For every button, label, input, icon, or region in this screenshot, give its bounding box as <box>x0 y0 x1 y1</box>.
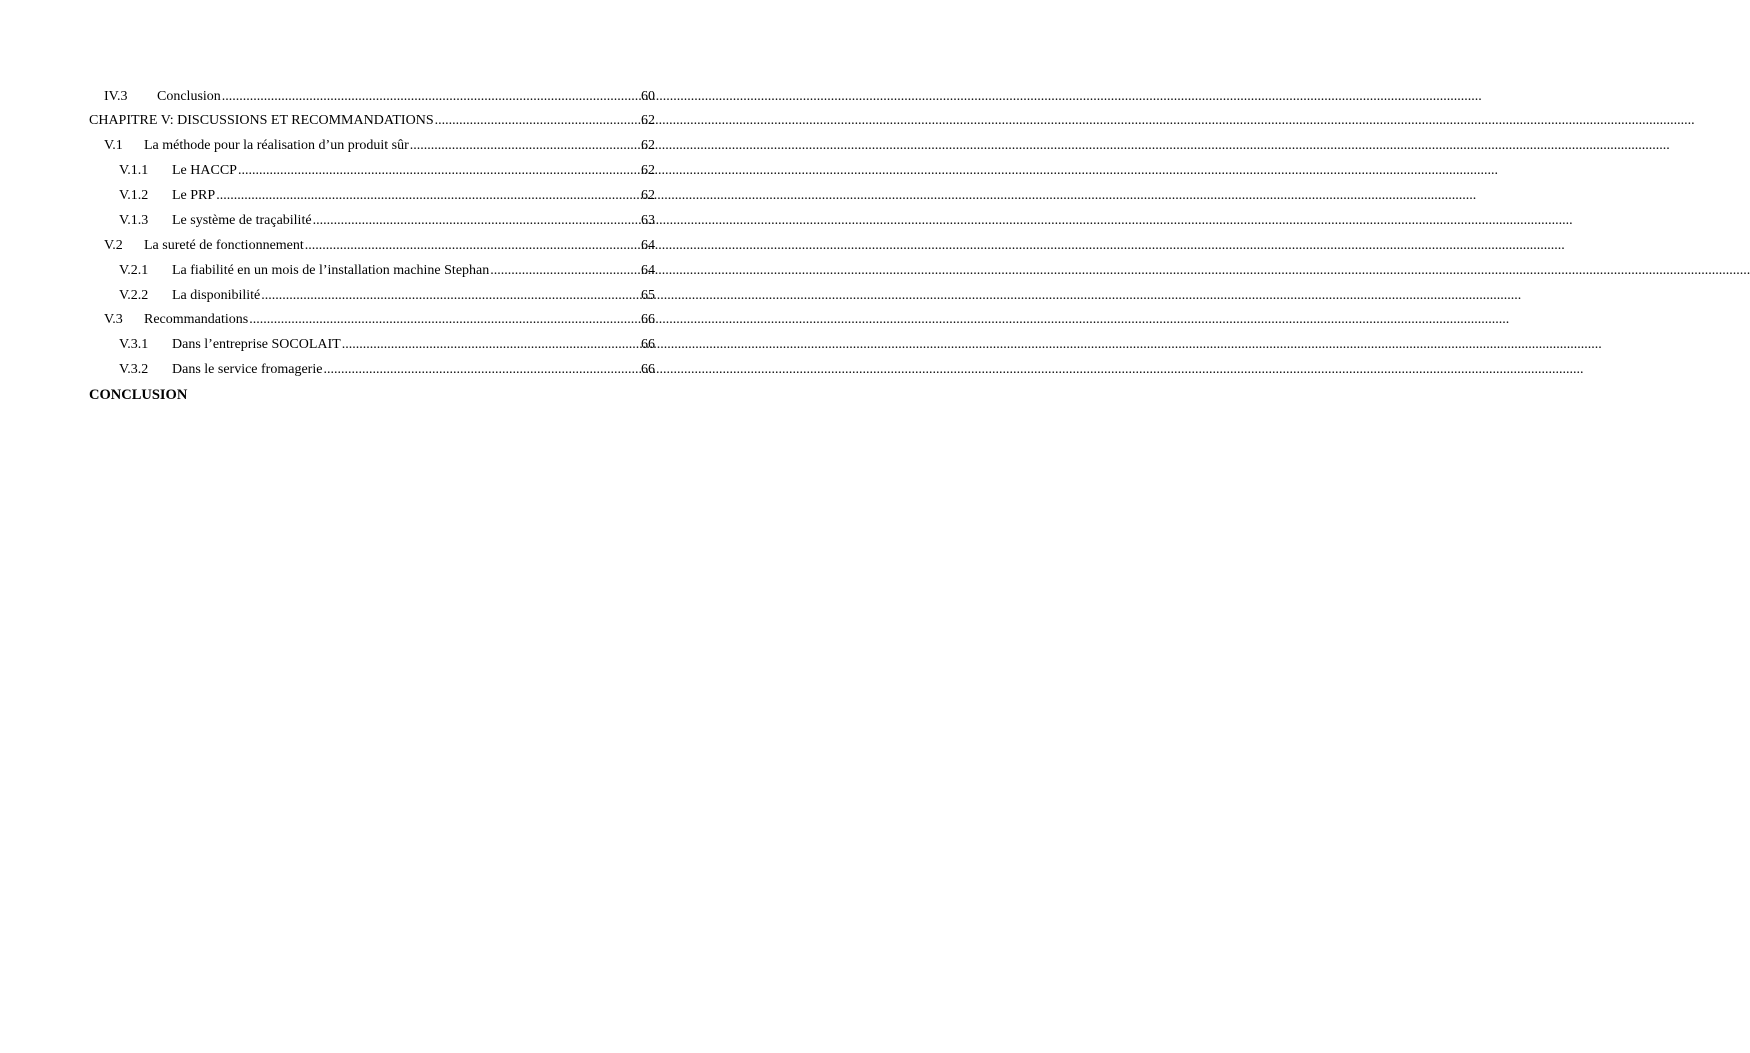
dot-leader <box>342 335 640 355</box>
toc-entry-v-1-1[interactable] <box>89 161 655 181</box>
dot-leader <box>216 186 640 206</box>
toc-entry-chapitre-v[interactable] <box>89 111 655 131</box>
dot-leader <box>305 236 640 256</box>
toc-entry-title: Dans le service fromagerie <box>172 362 323 377</box>
toc-entry-title: La sureté de fonctionnement <box>144 238 304 253</box>
dot-leader <box>261 286 640 306</box>
dot-leader <box>249 310 640 330</box>
toc-entry-number: V.2 <box>104 238 123 253</box>
toc-entry-page: 62 <box>641 163 655 178</box>
toc-entry-v-2-1[interactable] <box>89 261 655 281</box>
dot-leader <box>222 87 640 107</box>
toc-entry-page: 62 <box>641 113 655 128</box>
toc-entry-number: IV.3 <box>104 89 128 104</box>
toc-entry-page: 66 <box>641 312 655 327</box>
toc-entry-title: La disponibilité <box>172 288 261 303</box>
toc-entry-v-1-3[interactable] <box>89 211 655 231</box>
toc-entry-number: V.2.2 <box>119 288 149 303</box>
toc-entry-number: V.1.1 <box>119 163 149 178</box>
toc-entry-number: V.1.3 <box>119 213 149 228</box>
toc-entry-iv-3[interactable] <box>89 87 655 107</box>
toc-entry-number: V.3.1 <box>119 337 149 352</box>
dot-leader <box>410 136 640 156</box>
toc-entry-v-1-2[interactable] <box>89 186 655 206</box>
toc-entry-title: La fiabilité en un mois de l’installation machine Stephan <box>172 263 490 278</box>
toc-entry-v-3-1[interactable] <box>89 335 655 355</box>
toc-entry-page: 66 <box>641 362 655 377</box>
toc-entry-page: 66 <box>641 337 655 352</box>
toc-entry-page: 65 <box>641 288 655 303</box>
dot-leader <box>313 211 640 231</box>
toc-entry-number: V.1 <box>104 138 123 153</box>
toc-entry-title: Le système de traçabilité <box>172 213 312 228</box>
toc-entry-number: V.1.2 <box>119 188 149 203</box>
dot-leader <box>238 161 640 181</box>
toc-entry-number: V.3 <box>104 312 123 327</box>
conclusion-heading[interactable]: CONCLUSION <box>89 387 188 403</box>
toc-entry-page: 62 <box>641 188 655 203</box>
toc-entry-number: V.3.2 <box>119 362 149 377</box>
toc-entry-page: 60 <box>641 89 655 104</box>
dot-leader <box>435 111 640 131</box>
toc-entry-title: Dans l’entreprise SOCOLAIT <box>172 337 341 352</box>
toc-entry-page: 63 <box>641 213 655 228</box>
toc-entry-title: Conclusion <box>157 89 221 104</box>
toc-entry-v-2-2[interactable] <box>89 286 655 306</box>
toc-entry-v-1[interactable] <box>89 136 655 156</box>
toc-entry-page: 62 <box>641 138 655 153</box>
toc-entry-page: 64 <box>641 238 655 253</box>
dot-leader <box>323 360 640 380</box>
table-of-contents <box>0 0 745 1053</box>
dot-leader <box>490 261 640 281</box>
toc-entry-number: V.2.1 <box>119 263 149 278</box>
toc-entry-page: 64 <box>641 263 655 278</box>
toc-entry-title: Recommandations <box>144 312 249 327</box>
toc-entry-v-3[interactable] <box>89 310 655 330</box>
toc-entry-title: Le PRP <box>172 188 216 203</box>
toc-entry-v-2[interactable] <box>89 236 655 256</box>
toc-entry-title: La méthode pour la réalisation d’un produit sûr <box>144 138 409 153</box>
toc-entry-title: Le HACCP <box>172 163 237 178</box>
toc-entry-title: CHAPITRE V: DISCUSSIONS ET RECOMMANDATIONS <box>89 113 434 128</box>
toc-entry-v-3-2[interactable] <box>89 360 655 380</box>
